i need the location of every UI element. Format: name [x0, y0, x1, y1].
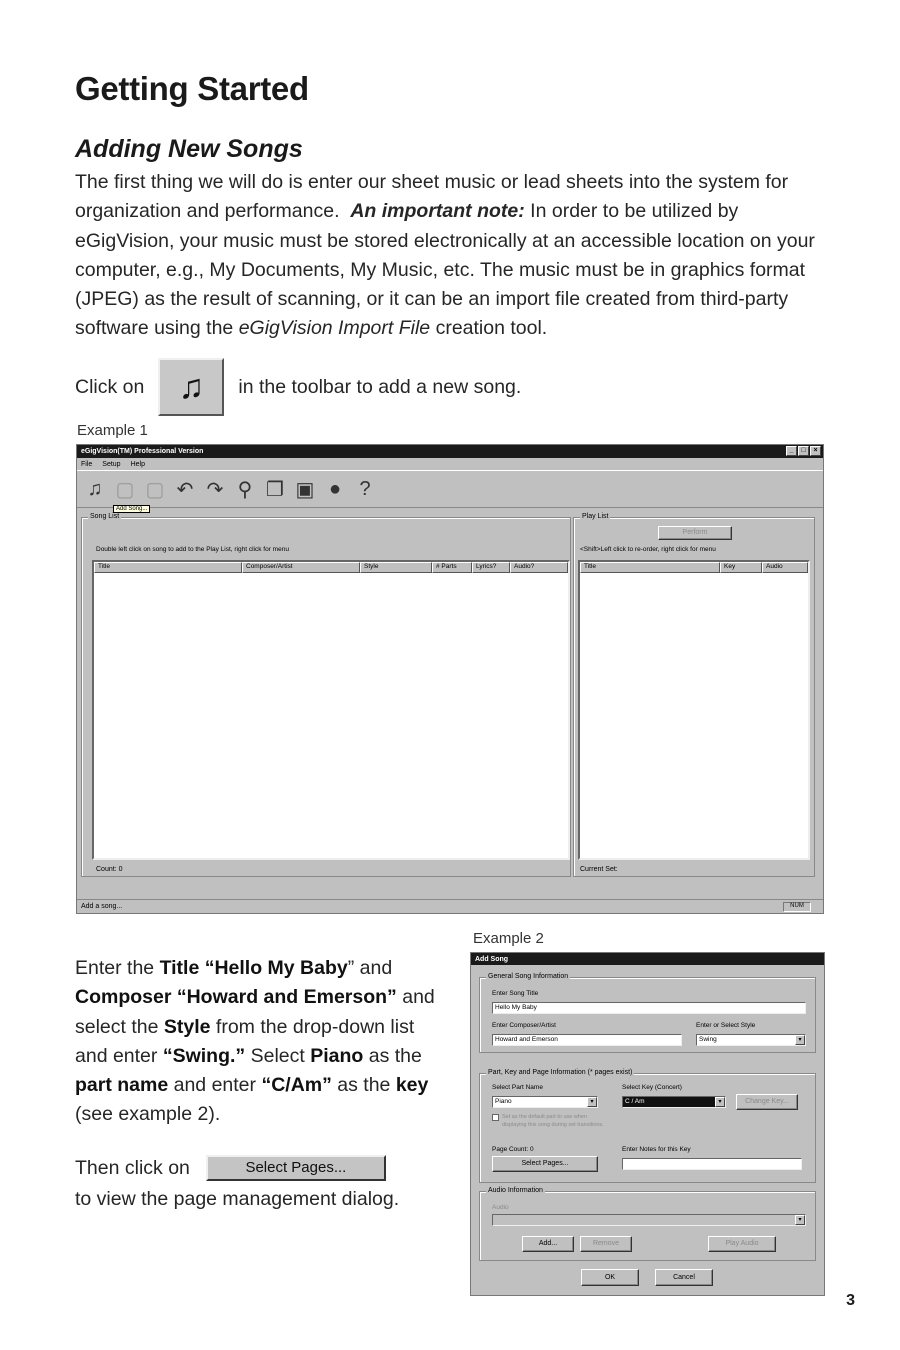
- current-set: Current Set:: [580, 866, 618, 873]
- monitor-icon[interactable]: ▣: [295, 478, 315, 501]
- chevron-down-icon[interactable]: ▾: [587, 1097, 597, 1107]
- column-composer[interactable]: Composer/Artist: [242, 562, 360, 573]
- composer-input[interactable]: Howard and Emerson: [492, 1034, 682, 1046]
- toolbar: [77, 470, 823, 508]
- view-instruction: to view the page management dialog.: [75, 1188, 400, 1210]
- song-list[interactable]: [92, 560, 570, 860]
- column-title[interactable]: Title: [580, 562, 720, 573]
- main-window-titlebar: eGigVision(TM) Professional Version _ □ ×: [77, 445, 823, 458]
- num-lock-indicator: NUM: [783, 902, 811, 912]
- chevron-down-icon[interactable]: ▾: [795, 1215, 805, 1225]
- section-title: Adding New Songs: [75, 135, 303, 163]
- play-list-header: [580, 562, 808, 573]
- chevron-down-icon[interactable]: ▾: [795, 1035, 805, 1045]
- record-icon[interactable]: ●: [328, 477, 342, 500]
- find-icon[interactable]: ⚲: [237, 478, 253, 501]
- example1-label: Example 1: [77, 422, 148, 439]
- add-song-dialog: [470, 952, 825, 1296]
- column-style[interactable]: Style: [360, 562, 432, 573]
- cancel-button[interactable]: Cancel: [655, 1269, 713, 1286]
- part-name-select[interactable]: Piano ▾: [492, 1096, 598, 1108]
- add-audio-button[interactable]: Add...: [522, 1236, 574, 1252]
- maximize-icon[interactable]: □: [798, 446, 809, 456]
- redo-icon[interactable]: ↷: [206, 478, 224, 501]
- status-bar: Add a song... NUM: [77, 899, 823, 913]
- chevron-down-icon[interactable]: ▾: [715, 1097, 725, 1107]
- help-icon[interactable]: ?: [359, 477, 371, 500]
- intro-paragraph: The first thing we will do is enter our sheet music or lead sheets into the system for organization and performance. An important note: In order to be utilized by eGigVision, your music must be stored electronically at an accessible location on your computer, e.g., My Documents, My Music, etc. The music must be in graphics format (JPEG) as the result of scanning, or it can be an import file created from third-party software using the eGigVision Import File creation tool.: [75, 171, 815, 340]
- play-list-hint: <Shift>Left click to re-order, right click for menu: [580, 546, 716, 553]
- column-key[interactable]: Key: [720, 562, 762, 573]
- dialog-select-pages-button[interactable]: Select Pages...: [492, 1156, 598, 1172]
- column-parts[interactable]: # Parts: [432, 562, 472, 573]
- column-lyrics[interactable]: Lyrics?: [472, 562, 510, 573]
- add-song-titlebar: Add Song: [471, 953, 824, 965]
- page-number: 3: [846, 1292, 855, 1309]
- default-part-checkbox[interactable]: [492, 1114, 499, 1121]
- general-info-group: General Song Information Enter Song Title Hello My Baby Enter Composer/Artist Howard and Emerson Enter or Select Style Swing ▾: [479, 977, 816, 1053]
- close-icon[interactable]: ×: [810, 446, 821, 456]
- menu-setup[interactable]: Setup: [102, 460, 121, 468]
- column-title[interactable]: Title: [94, 562, 242, 573]
- song-list-header: [94, 562, 568, 573]
- menu-file[interactable]: File: [81, 460, 93, 468]
- example2-label: Example 2: [473, 930, 544, 947]
- import-tool-name: eGigVision Import File: [238, 317, 431, 340]
- key-select[interactable]: C / Am ▾: [622, 1096, 726, 1108]
- steps-paragraph: Enter the Title “Hello My Baby” and Composer “Howard and Emerson” and select the Style from the drop-down list and enter “Swing.” Select Piano as the part name and enter “C/Am” as the key (see example 2).: [75, 957, 435, 1126]
- audio-info-group: Audio Information Audio ▾ Add... Remove Play Audio: [479, 1191, 816, 1261]
- style-select[interactable]: Swing ▾: [696, 1034, 806, 1046]
- menubar: [77, 458, 823, 470]
- part-key-group: Part, Key and Page Information (* pages exist) Select Part Name Piano ▾ Select Key (Concert) C / Am ▾ Change Key... Set as the default part to use when displaying this song during set transitions. Page Count: 0 Select Pages... Enter Notes for this Key: [479, 1073, 816, 1183]
- page-title: Getting Started: [75, 70, 309, 107]
- ok-button[interactable]: OK: [581, 1269, 639, 1286]
- perform-button[interactable]: Perform: [658, 526, 732, 540]
- menu-help[interactable]: Help: [130, 460, 145, 468]
- play-list[interactable]: [578, 560, 810, 860]
- then-instruction: Then click on Select Pages...: [75, 1155, 386, 1181]
- add-song-tooltip: Add Song...: [113, 505, 150, 513]
- select-pages-button[interactable]: Select Pages...: [206, 1155, 386, 1181]
- main-window: [76, 444, 824, 914]
- add-song-icon[interactable]: ♫: [87, 477, 103, 500]
- add-song-icon: ♫: [158, 358, 224, 416]
- copy-icon[interactable]: ❐: [266, 478, 284, 501]
- edit-song-icon[interactable]: ▢: [115, 478, 135, 501]
- delete-song-icon[interactable]: ▢: [145, 478, 165, 501]
- song-list-hint: Double left click on song to add to the Play List, right click for menu: [96, 546, 289, 553]
- remove-audio-button[interactable]: Remove: [580, 1236, 632, 1252]
- important-note-label: An important note:: [350, 200, 525, 223]
- change-key-button[interactable]: Change Key...: [736, 1094, 798, 1110]
- column-audio[interactable]: Audio?: [510, 562, 568, 573]
- key-notes-input[interactable]: [622, 1158, 802, 1170]
- click-instruction: Click on ♫ in the toolbar to add a new song.: [75, 358, 521, 416]
- undo-icon[interactable]: ↶: [176, 478, 194, 501]
- audio-select[interactable]: [492, 1214, 806, 1226]
- song-count: Count: 0: [96, 866, 123, 873]
- song-list-group: Song List Double left click on song to add to the Play List, right click for menu Title Composer/Artist Style # Parts Lyrics? Audio? Count: 0: [81, 517, 571, 877]
- play-list-group: Play List Perform <Shift>Left click to re-order, right click for menu Title Key Audio Current Set:: [573, 517, 815, 877]
- column-audio[interactable]: Audio: [762, 562, 808, 573]
- song-title-input[interactable]: Hello My Baby: [492, 1002, 806, 1014]
- minimize-icon[interactable]: _: [786, 446, 797, 456]
- play-audio-button[interactable]: Play Audio: [708, 1236, 776, 1252]
